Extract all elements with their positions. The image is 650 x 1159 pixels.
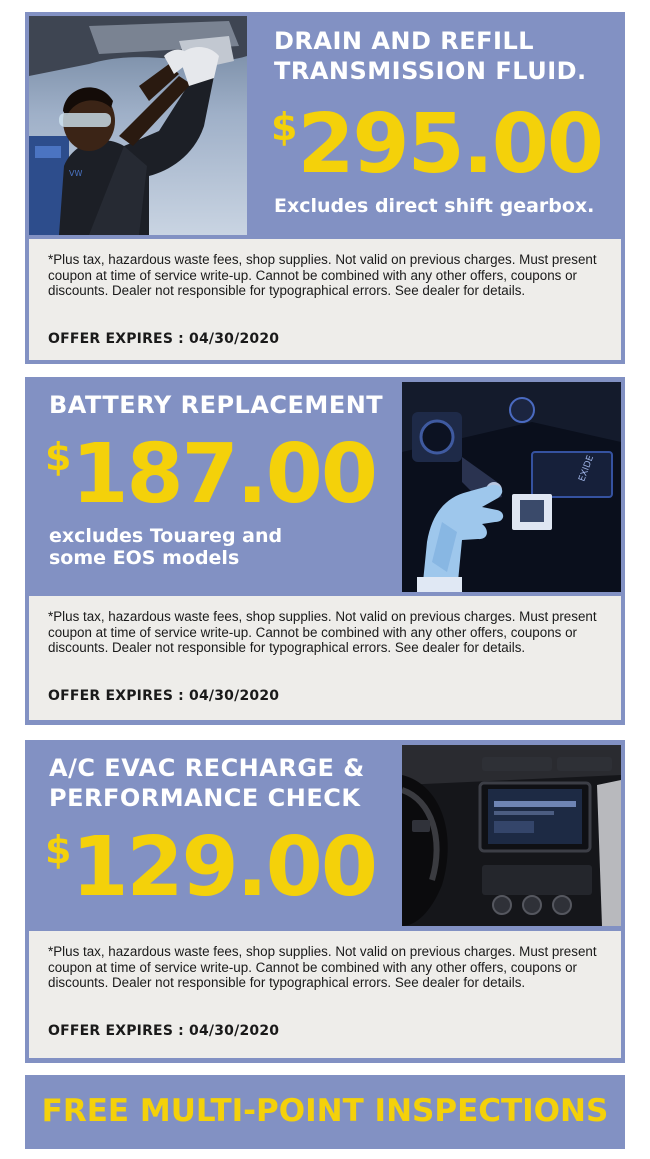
terms-box — [29, 596, 621, 720]
svg-text:VW: VW — [69, 169, 83, 178]
title-line-2: TRANSMISSION FLUID. — [274, 57, 587, 85]
coupon-title — [274, 26, 614, 86]
title-line-1: DRAIN AND REFILL — [274, 27, 535, 55]
dashboard-interior-photo — [402, 745, 621, 926]
free-inspection-banner — [25, 1075, 625, 1149]
currency-symbol: $ — [45, 828, 70, 872]
price-amount: 129.00 — [71, 820, 376, 915]
terms-box — [29, 239, 621, 360]
offer-expires: OFFER EXPIRES : 04/30/2020 — [48, 688, 280, 704]
coupon-price — [45, 820, 376, 915]
coupon-note: Excludes direct shift gearbox. — [274, 195, 595, 217]
coupon-title — [49, 753, 409, 813]
note-line-2: some EOS models — [49, 547, 240, 569]
svg-text:EXIDE: EXIDE — [577, 454, 597, 484]
offer-expires: OFFER EXPIRES : 04/30/2020 — [48, 1023, 280, 1039]
coupon-battery-replacement — [25, 377, 625, 725]
terms-text: *Plus tax, hazardous waste fees, shop supplies. Not valid on previous charges. Must present coupon at time of service write-up. Cannot be combined with any other offers, coupons or discounts. Dealer not responsible for typographical errors. See dealer for details. — [48, 609, 597, 656]
currency-symbol: $ — [271, 105, 296, 149]
mechanic-under-car-photo — [29, 16, 247, 235]
price-amount: 295.00 — [297, 97, 602, 192]
title-line-1: A/C EVAC RECHARGE & — [49, 754, 365, 782]
terms-text: *Plus tax, hazardous waste fees, shop supplies. Not valid on previous charges. Must present coupon at time of service write-up. Cannot be combined with any other offers, coupons or discounts. Dealer not responsible for typographical errors. See dealer for details. — [48, 944, 597, 991]
title-line-1: BATTERY REPLACEMENT — [49, 391, 384, 419]
terms-text: *Plus tax, hazardous waste fees, shop supplies. Not valid on previous charges. Must present coupon at time of service write-up. Cannot be combined with any other offers, coupons or discounts. Dealer not responsible for typographical errors. See dealer for details. — [48, 252, 597, 299]
offer-expires: OFFER EXPIRES : 04/30/2020 — [48, 331, 280, 347]
coupon-note — [49, 525, 282, 569]
currency-symbol: $ — [45, 435, 70, 479]
coupon-transmission-fluid — [25, 12, 625, 364]
terms-box — [29, 931, 621, 1058]
coupon-price — [45, 427, 376, 522]
coupon-price — [271, 97, 602, 192]
banner-text: FREE MULTI-POINT INSPECTIONS — [41, 1093, 609, 1129]
title-line-2: PERFORMANCE CHECK — [49, 784, 361, 812]
note-line-1: excludes Touareg and — [49, 525, 283, 547]
battery-terminal-photo — [402, 382, 621, 592]
coupon-title — [49, 390, 409, 420]
price-amount: 187.00 — [71, 427, 376, 522]
coupon-ac-recharge — [25, 740, 625, 1063]
